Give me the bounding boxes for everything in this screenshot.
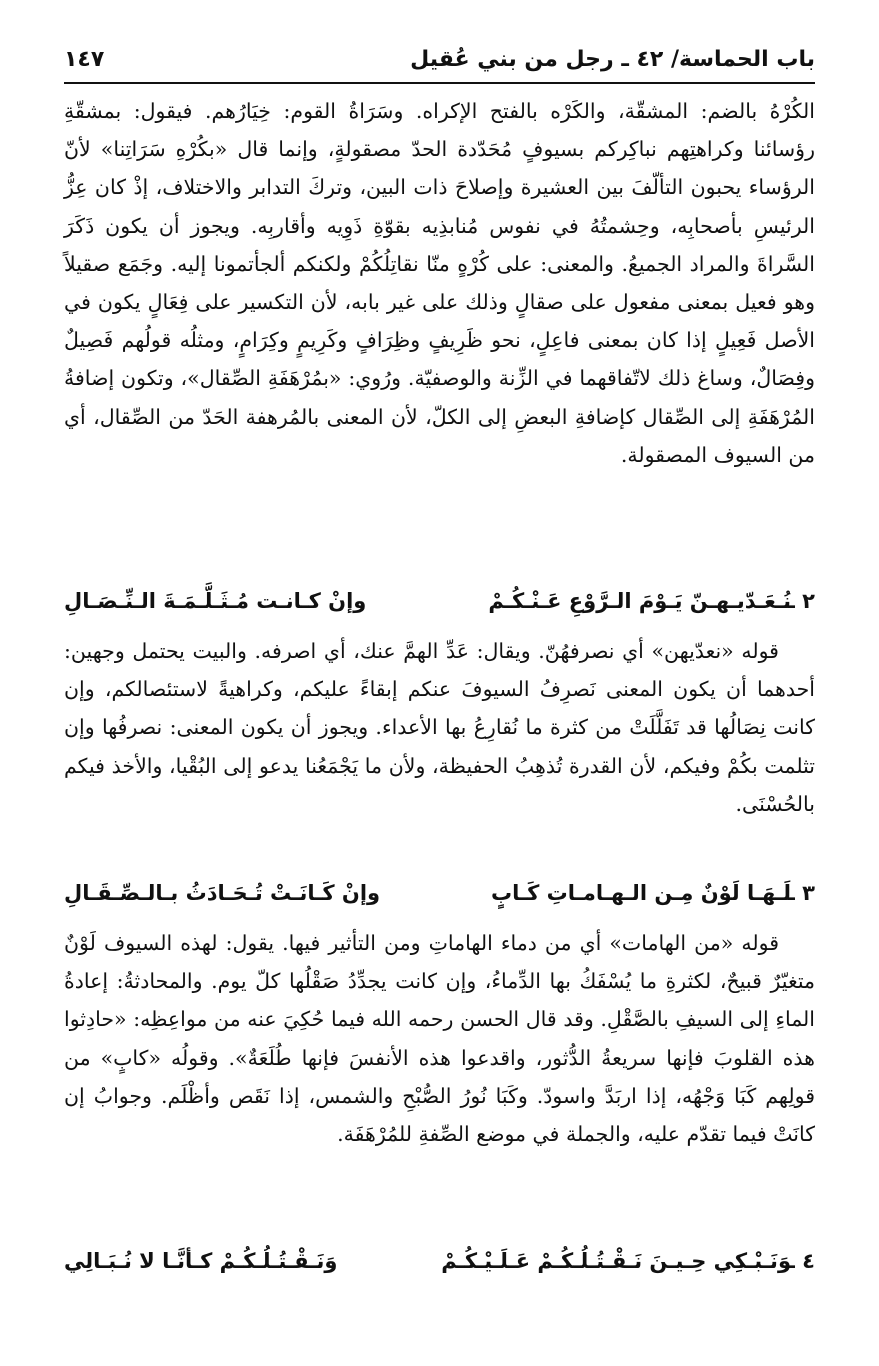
page-number: ١٤٧ — [64, 47, 105, 72]
verse-line — [64, 862, 815, 924]
verse-number: ٢ ـ — [787, 589, 815, 613]
running-header — [64, 40, 815, 80]
verse-line — [64, 1230, 815, 1292]
verse-second-hemistich: وَنَـقْـتُـلُـكُـمْ كـأنَّـا لا نُـبَـالِي — [64, 1249, 338, 1273]
commentary-paragraph: قوله «نعدّيهن» أي نصرفهُنّ. ويقال: عَدِّ الهمَّ عنك، أي اصرفه. والبيت يحتمل وجهين: أحدهما أن يكون المعنى نَصرِفُ السيوفَ عنكم إبقاءً عليكم، وكراهيةً لاستئصالكم، وإن كانت نِصَالُها قد تَفَلَّلَتْ من كثرة ما نُقارِعُ بها الأعداء. ويجوز أن يكون المعنى: نصرفُها وإن تثلمت بكُمْ وفيكم، لأن القدرة تُذهِبُ الحفيظة، ولأن ما يَجْمَعُنا يدعو إلى البُقْيا، والأخذ فيكم بالحُسْنَى. — [64, 639, 815, 816]
verse-second-hemistich: وإنْ كـانـت مُـثَـلَّـمَـةَ الـنِّـصَـالِ — [64, 589, 367, 613]
commentary-paragraph: الكُرْهُ بالضم: المشقّة، والكَرْه بالفتح الإكراه. وسَرَاةُ القوم: خِيَارُهم. فيقول: بمشقّةِ رؤسائنا وكراهتِهم نباكِركم بسيوفٍ مُحَدّدة الحدّ مصقولةٍ، وإنما قال «بكُرْهِ سَرَاتِنا» لأنّ الرؤساء يحبون التألّفَ بين العشيرة وإصلاحَ ذات البين، وتركَ التدابر والاختلاف، إذْ كان عِزُّ الرئيسِ بأصحابِه، وحِشمتُهُ في نفوس مُنابذِيه بقوّةِ ذَوِيه وأقاربِه. ويجوز أن يكون ذَكَرَ السَّراةَ والمراد الجميعُ. والمعنى: على كُرْهٍ منّا نقاتِلُكُمْ ولكنكم ألجأتمونا إليه. وجَمَع صقيلاً وهو فعيل بمعنى مفعول على صقالٍ وذلك على غير بابه، لأن التكسير على فِعَالٍ يكون في الأصل فَعِيلٍ إذا كان بمعنى فاعِلٍ، نحو ظَرِيفٍ وظِرَافٍ وكَرِيمٍ وكِرَامٍ، ومثلُه قولُهم فَصِيلٌ وفِصَالٌ، وساغ ذلك لاتّفاقهما في الزِّنة والوصفيّة. ورُوي: «بمُرْهَفَةِ الصِّقال»، وتكون إضافةُ المُرْهَفَةِ إلى الصِّقال كإضافةِ البعضِ إلى الكلّ، لأن المعنى بالمُرهفة الحَدّ من الصِّقال، أي من السيوف المصقولة. — [64, 99, 815, 467]
verse-line — [64, 570, 815, 632]
page-body — [64, 92, 815, 1292]
verse-first-hemistich: نُـعَـدّيـهـنّ يَـوْمَ الـرَّوْعِ عَـنْـكُـمْ — [488, 589, 791, 613]
commentary-paragraph: قوله «من الهامات» أي من دماء الهاماتِ ومن التأثير فيها. يقول: لهذه السيوف لَوْنٌ متغيّرٌ قبيحٌ، لكثرةِ ما يُسْفَكُ بها الدِّماءُ، وإن كانت يجدِّدُ صَقْلُها كلّ يوم. والمحادثةُ: إعادةُ الماءِ إلى السيفِ بالصَّقْلِ. وقد قال الحسن رحمه الله فيما حُكِيَ عنه من مواعِظِه: «حادِثوا هذه القلوبَ فإنها سريعةُ الدُّثور، واقدعوا هذه الأنفسَ فإنها طُلَعَةٌ». وقولُه «كابٍ» من قولِهم كَبَا وَجْهُه، إذا اربَدَّ واسودّ. وكَبَا نُورُ الصُّبْحِ والشمس، إذا نَقَص وأظْلَم. وجوابُ إن كانَتْ فيما تقدّم عليه، والجملة في موضع الصِّفةِ للمُرْهَفَة. — [64, 931, 815, 1147]
verse-second-hemistich: وإنْ كَـانَـتْ تُـحَـادَثُ بـالـصِّـقَـالِ — [64, 881, 381, 905]
verse-first-hemistich: لَـهَـا لَوْنٌ مِـن الـهـامـاتِ كَـابٍ — [490, 881, 791, 905]
header-rule — [64, 82, 815, 84]
verse-number: ٣ ـ — [787, 881, 815, 905]
chapter-title: باب الحماسة/ ٤٢ ـ رجل من بني عُقيل — [410, 47, 815, 72]
verse-first-hemistich: وَنَـبْـكِي حِـيـنَ نَـقْـتُـلُـكُـمْ عَـلَـيْـكُـمْ — [441, 1249, 791, 1273]
verse-number: ٤ ـ — [787, 1249, 815, 1273]
